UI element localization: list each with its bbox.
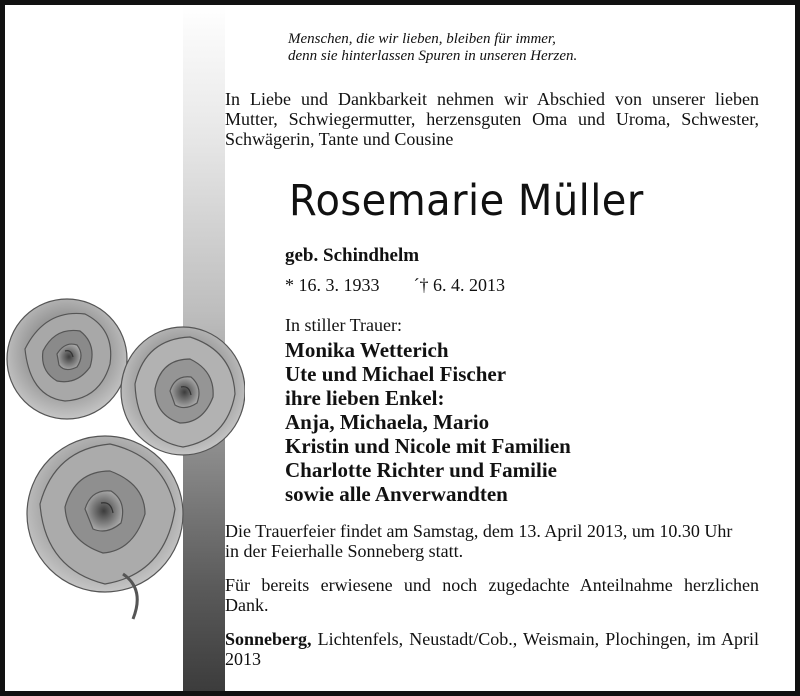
place-rest: Lichtenfels, Neustadt/Cob., Weismain, Plochingen, im April 2013 — [225, 629, 759, 669]
mourners-list — [285, 338, 571, 506]
roses-icon — [5, 289, 245, 634]
mourning-heading: In stiller Trauer: — [285, 315, 402, 335]
place-town: Sonneberg, — [225, 629, 312, 649]
rose-top-left — [7, 299, 127, 419]
mourner: ihre lieben Enkel: — [285, 386, 445, 410]
place-and-date — [225, 629, 759, 669]
birth-date: * 16. 3. 1933 — [285, 275, 380, 295]
ceremony-line-1: Die Trauerfeier findet am Samstag, dem 13. April 2013, um 10.30 Uhr — [225, 521, 733, 541]
life-dates — [285, 275, 505, 296]
rose-bottom — [27, 436, 183, 592]
motto-line-2: denn sie hinterlassen Spuren in unseren Herzen. — [288, 48, 578, 64]
maiden-name: geb. Schindhelm — [285, 245, 420, 266]
ceremony-line-2: in der Feierhalle Sonneberg statt. — [225, 541, 464, 561]
mourner: Charlotte Richter und Familie — [285, 458, 557, 482]
ceremony-info — [225, 521, 759, 561]
death-date: ´† 6. 4. 2013 — [413, 275, 505, 295]
mourner: Ute und Michael Fischer — [285, 362, 507, 386]
mourner: Kristin und Nicole mit Familien — [285, 434, 571, 458]
deceased-name: Rosemarie Müller — [289, 176, 644, 226]
intro-text: In Liebe und Dankbarkeit nehmen wir Abschied von unserer lieben Mutter, Schwiegermutter, herzensguten Oma und Uroma, Schwester, Schwägerin, Tante und Cousine — [225, 89, 759, 149]
motto-line-1: Menschen, die wir lieben, bleiben für immer, — [288, 31, 556, 47]
mourner: Anja, Michaela, Mario — [285, 410, 490, 434]
rose-top-right — [121, 327, 245, 455]
motto — [288, 31, 648, 65]
thanks-text: Für bereits erwiesene und noch zugedachte Anteilnahme herzlichen Dank. — [225, 575, 759, 615]
mourner: sowie alle Anverwandten — [285, 482, 508, 506]
mourner: Monika Wetterich — [285, 338, 449, 362]
